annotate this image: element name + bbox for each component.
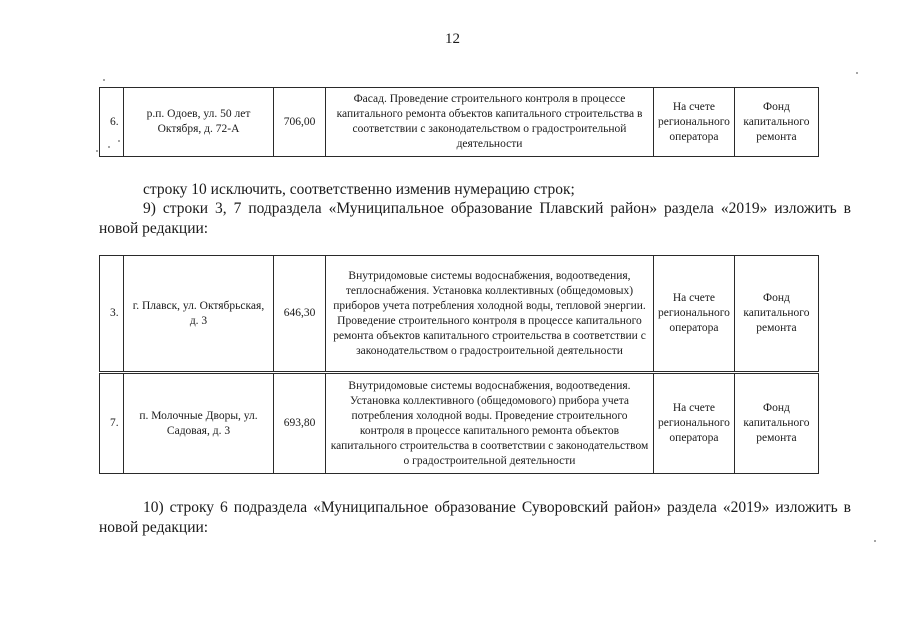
scan-speck — [96, 150, 98, 152]
scan-speck — [108, 146, 110, 148]
scan-speck — [103, 79, 105, 81]
cost-cell: 706,00 — [274, 88, 326, 157]
row-number-cell: 6. — [100, 88, 124, 157]
cost-cell: 693,80 — [274, 374, 326, 474]
scan-speck — [856, 72, 858, 74]
table-row — [100, 374, 819, 474]
page-number: 12 — [445, 31, 460, 47]
funding-source-cell: Фонд капитального ремонта — [734, 88, 818, 157]
address-cell: п. Молочные Дворы, ул. Садовая, д. 3 — [124, 374, 274, 474]
scan-speck — [118, 140, 120, 142]
account-type-cell: На счете регионального оператора — [654, 256, 735, 372]
works-table-odoev — [99, 87, 819, 157]
cost-cell: 646,30 — [274, 256, 326, 372]
address-cell: р.п. Одоев, ул. 50 лет Октября, д. 72-А — [124, 88, 274, 157]
table-row — [100, 88, 819, 157]
work-type-cell: Внутридомовые системы водоснабжения, водоотведения. Установка коллективного (общедомового) прибора учета потребления холодной воды. Проведение строительного контроля в процессе капитального ремонта объектов капитального строительства в соответствии с законодательством о градостроительной деятельности — [326, 374, 654, 474]
funding-source-cell: Фонд капитального ремонта — [734, 256, 818, 372]
account-type-cell: На счете регионального оператора — [654, 374, 735, 474]
paragraph-remove-row: строку 10 исключить, соответственно изменив нумерацию строк; — [143, 181, 575, 198]
row-number-cell: 7. — [100, 374, 124, 474]
paragraph-suvorov-instruction: 10) строку 6 подраздела «Муниципальное образование Суворовский район» раздела «2019» изложить в новой редакции: — [99, 499, 851, 536]
paragraph-plavsk-instruction: 9) строки 3, 7 подраздела «Муниципальное образование Плавский район» раздела «2019» изложить в новой редакции: — [99, 200, 851, 237]
table-row — [100, 256, 819, 372]
work-type-cell: Фасад. Проведение строительного контроля в процессе капитального ремонта объектов капитального строительства в соответствии с законодательством о градостроительной деятельности — [326, 88, 654, 157]
works-table-plavsk-row-7 — [99, 373, 819, 474]
address-cell: г. Плавск, ул. Октябрьская, д. 3 — [124, 256, 274, 372]
works-table-plavsk-row-3 — [99, 255, 819, 372]
row-number-cell: 3. — [100, 256, 124, 372]
scan-speck — [874, 540, 876, 542]
account-type-cell: На счете регионального оператора — [654, 88, 735, 157]
funding-source-cell: Фонд капитального ремонта — [734, 374, 818, 474]
work-type-cell: Внутридомовые системы водоснабжения, водоотведения, теплоснабжения. Установка коллективных (общедомовых) приборов учета потребления холодной воды, тепловой энергии. Проведение строительного контроля в процессе капитального ремонта объектов капитального строительства в соответствии с законодательством о градостроительной деятельности — [326, 256, 654, 372]
